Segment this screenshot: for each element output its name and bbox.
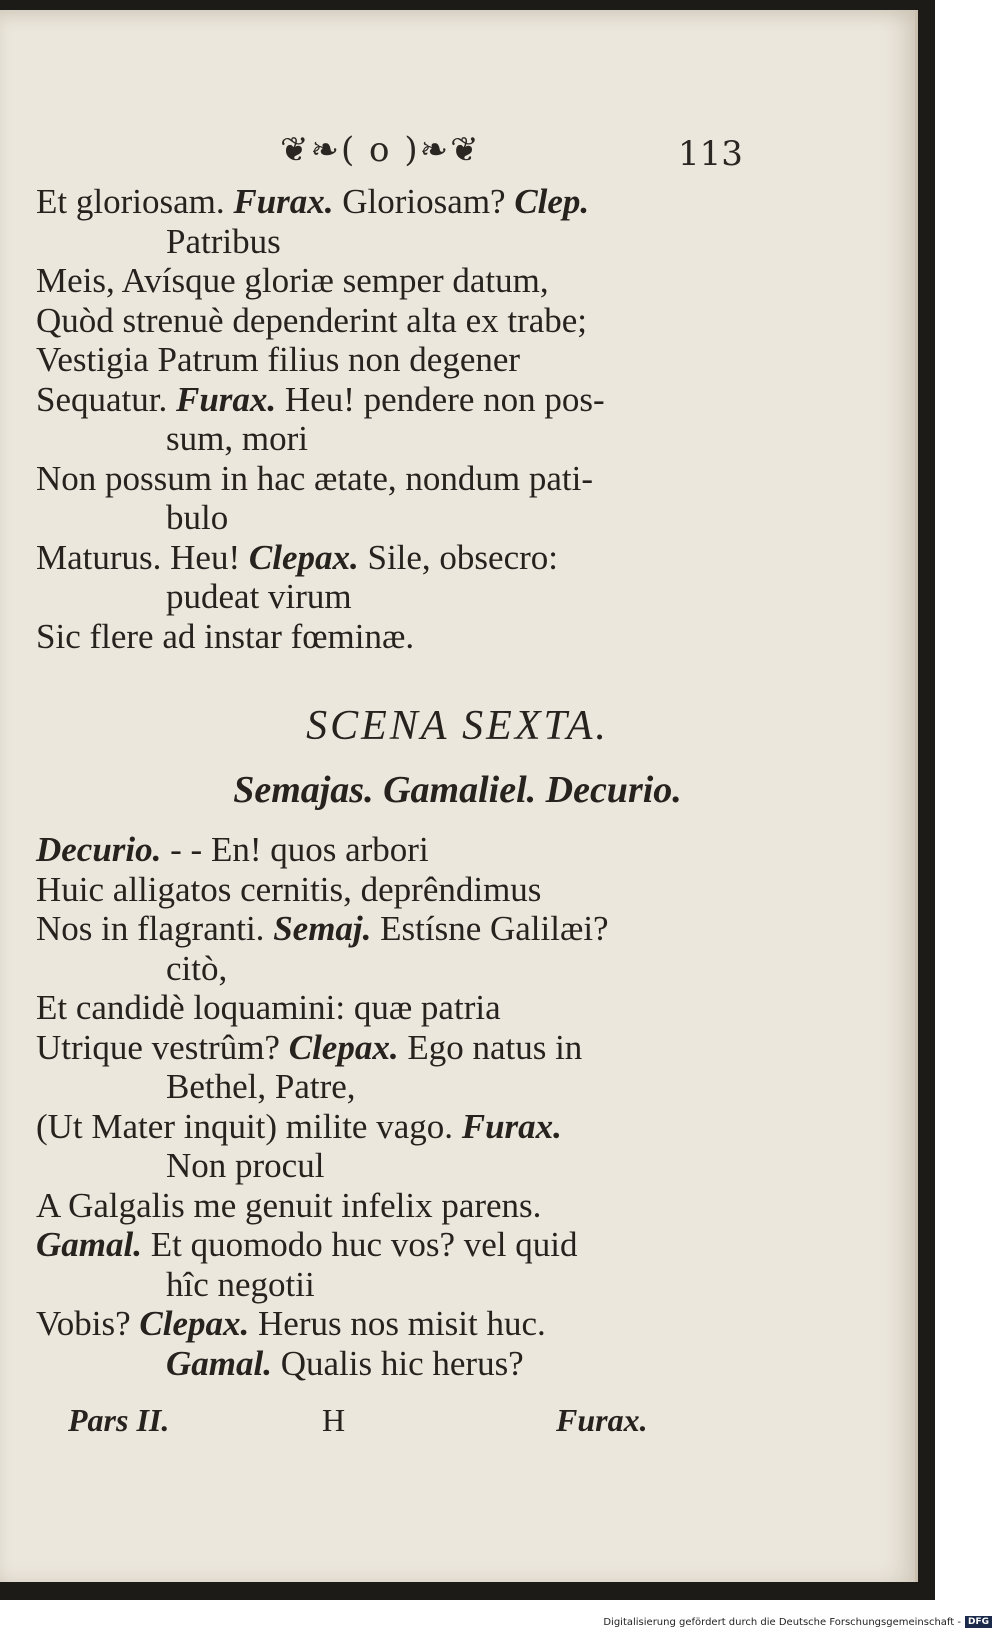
verse-text: Vestigia Patrum filius non degener [36, 340, 521, 379]
header-ornament: ❦❧( o )❧❦ [280, 130, 481, 170]
speaker-name: Decurio. [36, 830, 162, 869]
verse-text: Non procul [166, 1146, 325, 1185]
text-line [36, 1304, 756, 1344]
text-line [36, 1265, 756, 1305]
speaker-name: Clepax. [139, 1304, 250, 1343]
text-line [36, 949, 756, 989]
text-line [36, 870, 756, 910]
credit-text: Digitalisierung gefördert durch die Deutsche Forschungsgemeinschaft - [603, 1616, 961, 1628]
text-line [36, 419, 756, 459]
speaker-name: Clep. [514, 182, 590, 221]
text-line [36, 301, 756, 341]
verse-text: Sic flere ad instar fœminæ. [36, 616, 415, 656]
verse-text: hîc negotii [166, 1264, 315, 1304]
text-line [36, 1028, 756, 1068]
verse-text: Nos in flagranti. [36, 909, 274, 948]
text-line [36, 538, 756, 578]
verse-text: bulo [166, 498, 229, 537]
speaker-name: Clepax. [248, 537, 359, 577]
verse-text: Huic alligatos cernitis, deprêndimus [36, 869, 542, 909]
text-line [36, 261, 756, 301]
speaker-name: Gamal. [166, 1343, 272, 1383]
text-line [36, 1067, 756, 1107]
text-line [36, 830, 756, 870]
verse-text: Quòd strenuè dependerint alta ex trabe; [36, 300, 588, 340]
speaker-name: Furax. [233, 182, 334, 221]
page-header [0, 120, 915, 180]
text-line [36, 909, 756, 949]
text-line [36, 1225, 756, 1265]
verse-text: Non possum in hac ætate, nondum pati- [36, 458, 594, 498]
verse-text: Estísne Galilæi? [371, 909, 609, 948]
text-line [36, 577, 756, 617]
verse-text: A Galgalis me genuit infelix parens. [36, 1185, 542, 1225]
book-page [0, 10, 918, 1582]
text-line [36, 988, 756, 1028]
text-line [36, 1107, 756, 1147]
text-line [36, 182, 756, 222]
dialogue-block-after [36, 830, 756, 1383]
verse-text: sum, mori [166, 419, 308, 458]
text-line [36, 1146, 756, 1186]
verse-text: Heu! pendere non pos- [276, 379, 605, 419]
verse-text: Utrique vestrûm? [36, 1027, 289, 1067]
text-line [36, 222, 756, 262]
verse-text: citò, [166, 948, 228, 988]
footer-signature-mark: H [322, 1402, 346, 1438]
scene-title: SCENA SEXTA. [306, 703, 609, 749]
verse-text: Patribus [166, 221, 281, 261]
text-line [36, 498, 756, 538]
verse-text: Vobis? [36, 1304, 140, 1343]
verse-text: Meis, Avísque gloriæ semper datum, [36, 261, 549, 300]
text-line [36, 617, 756, 657]
speaker-name: Gamal. [36, 1225, 142, 1264]
verse-text: Et quomodo huc vos? vel quid [141, 1225, 578, 1264]
verse-text: - - En! quos arbori [161, 830, 429, 869]
speaker-name: Furax. [461, 1106, 562, 1146]
verse-text: Sile, obsecro: [358, 537, 559, 577]
verse-text: Ego natus in [398, 1027, 583, 1067]
verse-text: Herus nos misit huc. [249, 1304, 546, 1343]
footer-part-label: Pars II. [68, 1402, 170, 1438]
dfg-logo: DFG [965, 1616, 992, 1628]
verse-text: Et gloriosam. [36, 182, 234, 221]
page-number: 113 [678, 134, 743, 174]
verse-text: Bethel, Patre, [166, 1067, 356, 1106]
text-line [36, 340, 756, 380]
scene-persons: Semajas. Gamaliel. Decurio. [233, 769, 682, 811]
page-footer [0, 1402, 915, 1448]
text-line [36, 1344, 756, 1384]
verse-text: (Ut Mater inquit) milite vago. [36, 1106, 462, 1146]
verse-text: Gloriosam? [333, 182, 515, 221]
verse-text: Et candidè loquamini: quæ patria [36, 988, 501, 1027]
text-line [36, 1186, 756, 1226]
text-line [36, 380, 756, 420]
dialogue-block-before [36, 182, 756, 656]
text-line [36, 459, 756, 499]
verse-text: pudeat virum [166, 577, 352, 616]
verse-text: Qualis hic herus? [271, 1343, 524, 1383]
speaker-name: Furax. [175, 379, 277, 419]
verse-text: Sequatur. [36, 379, 176, 419]
footer-catchword: Furax. [556, 1402, 648, 1438]
speaker-name: Semaj. [273, 909, 372, 948]
digitization-credit [603, 1616, 992, 1628]
verse-text: Maturus. Heu! [36, 537, 249, 577]
speaker-name: Clepax. [288, 1027, 399, 1067]
